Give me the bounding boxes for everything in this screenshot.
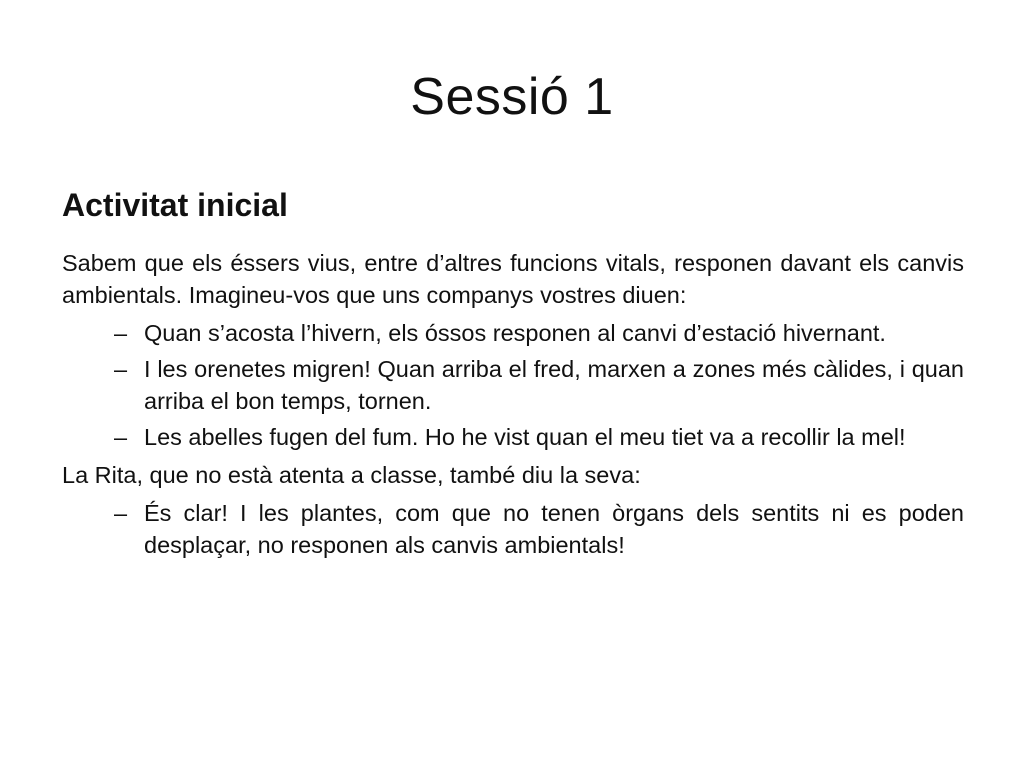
- slide-title: Sessió 1: [410, 68, 614, 126]
- list-item: [62, 353, 964, 417]
- list-item: [62, 317, 964, 349]
- dash-bullet: –: [114, 320, 128, 346]
- list-item-text: Les abelles fugen del fum. Ho he vist quan el meu tiet va a recollir la mel!: [144, 424, 906, 450]
- list-item-text: Quan s’acosta l’hivern, els óssos responen al canvi d’estació hivernant.: [144, 320, 886, 346]
- list-item: [62, 497, 964, 561]
- section-heading: Activitat inicial: [62, 187, 288, 223]
- rita-statement-list: [62, 497, 964, 561]
- list-item-text: I les orenetes migren! Quan arriba el fred, marxen a zones més càlides, i quan arriba el bon temps, tornen.: [144, 356, 964, 414]
- dash-bullet: –: [114, 500, 128, 526]
- dash-bullet: –: [114, 424, 128, 450]
- intro-paragraph: Sabem que els éssers vius, entre d’altres funcions vitals, responen davant els canvis ambientals. Imagineu-vos que uns companys vostres diuen:: [62, 250, 964, 308]
- dash-bullet: –: [114, 356, 128, 382]
- list-item: [62, 421, 964, 453]
- slide-content: [62, 183, 964, 567]
- list-item-text: És clar! I les plantes, com que no tenen òrgans dels sentits ni es poden desplaçar, no responen als canvis ambientals!: [144, 500, 964, 558]
- rita-paragraph: La Rita, que no està atenta a classe, també diu la seva:: [62, 462, 641, 488]
- student-statements-list: [62, 317, 964, 453]
